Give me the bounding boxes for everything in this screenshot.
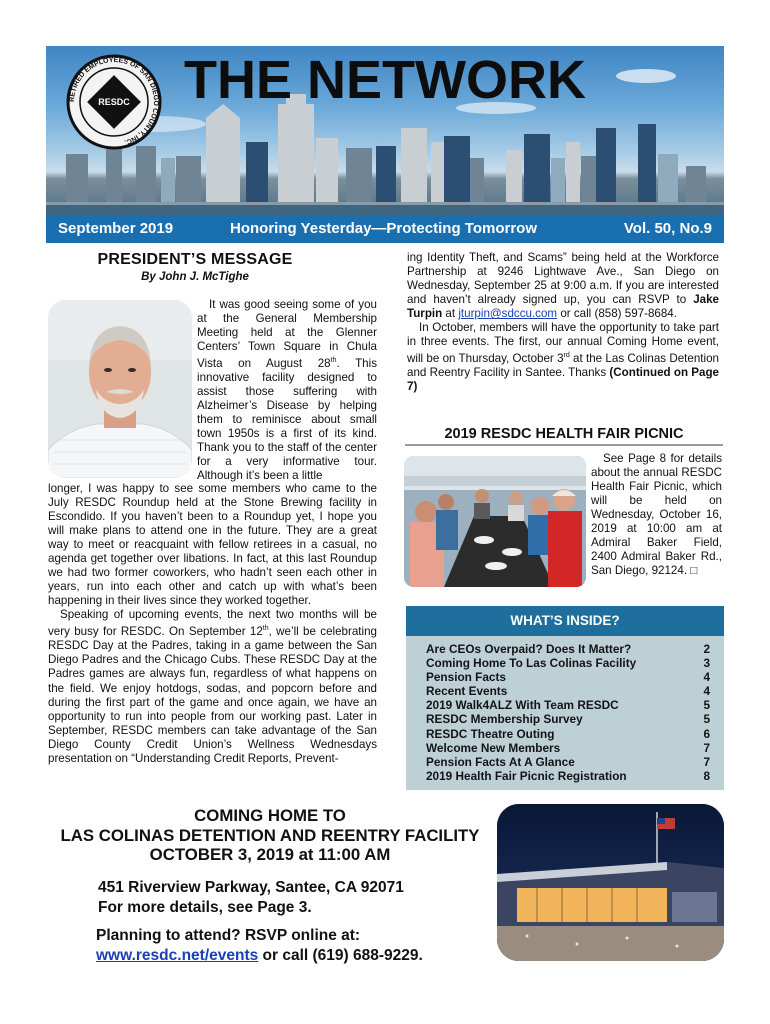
picnic-photo [404, 456, 586, 587]
president-photo [48, 300, 192, 478]
rsvp-info: Planning to attend? RSVP online at: www.resdc.net/events or call (619) 688-9229. [96, 927, 423, 964]
section-divider [405, 444, 723, 446]
toc-item[interactable]: 2019 Health Fair Picnic Registration 8 [426, 768, 710, 783]
date-banner [46, 216, 724, 243]
picnic-heading: 2019 RESDC HEALTH FAIR PICNIC [444, 426, 684, 442]
toc-item[interactable]: 2019 Walk4ALZ With Team RESDC 5 [426, 698, 710, 713]
whats-inside-box [406, 606, 724, 790]
toc-item[interactable]: Pension Facts 4 [426, 670, 710, 685]
toc-item[interactable]: RESDC Membership Survey 5 [426, 712, 710, 727]
svg-text:RESDC: RESDC [98, 97, 130, 107]
presidents-message-body: longer, I was happy to see some members who came to the July RESDC Roundup held at the Stone Brewing facility in Escondido. If you haven’t been to a Roundup yet, I hope you will make plans to attend one in the future. They are a great way to meet or reacquaint with fellow retirees in a casual, no agenda get together over libations. In fact, at this last Roundup we had two former coworkers, who hadn’t seen each other in years, run into each other and catch up with what’s been happening in their lives since they worked together. Speaking of upcoming events, the next two months will be very busy for RESDC. On September 12th, we’ll be celebrating RESDC Day at the Padres, taking in a game between the San Diego Padres and the Chicago Cubs. These RESDC Day at the Padres games are always fun, regardless of what happens on the field. We enjoy hotdogs, sodas, and popcorn before and during the first part of the game and once again, we have an opportunity to run into people from our working past. Later in September, RESDC members can take advantage of the San Diego County Credit Union’s Wellness Wednesdays presentation on “Understanding Credit Reports, Prevent- [48, 482, 377, 765]
toc-item[interactable]: RESDC Theatre Outing 6 [426, 726, 710, 741]
masthead [46, 46, 724, 216]
motto: Honoring Yesterday—Protecting Tomorrow [230, 220, 537, 237]
volume-number: Vol. 50, No.9 [623, 220, 712, 237]
table-of-contents [426, 642, 710, 783]
presidents-message-paragraph-1: It was good seeing some of you at the General Membership Meeting held at the Glenner Centers’ Town Square in Chula Vista on August 28th. This innovative facility designed to assist those suffering with Alzheimer’s Disease by helping them to reminisce about small town 1950s is a first of its kind. Thank you to the staff of the center for a very informative tour. Although it’s been a little [197, 298, 377, 483]
presidents-message-continued: ing Identity Theft, and Scams” being held at the Workforce Partnership at 9246 Lightwave Ave., San Diego on Wednesday, September 25 at 9:00 a.m. If you are interested and haven’t already signed up, you can RSVP to Jake Turpin at jturpin@sdccu.com or call (858) 597-8684. In October, members will have the opportunity to take part in three events. The first, our annual Coming Home event, will be on Thursday, October 3rd at the Las Colinas Detention and Reentry Facility in Santee. Thanks (Continued on Page 7) [407, 251, 720, 394]
rsvp-link[interactable]: www.resdc.net/events [96, 946, 259, 964]
svg-text:RETIRED EMPLOYEES OF SAN DIEGO: RETIRED EMPLOYEES OF SAN DIEGO COUNTY, INC. [68, 56, 160, 146]
facility-photo [497, 804, 724, 961]
toc-item[interactable]: Are CEOs Overpaid? Does It Matter? 2 [426, 642, 710, 656]
toc-item[interactable]: Welcome New Members 7 [426, 740, 710, 755]
toc-item[interactable]: Pension Facts At A Glance 7 [426, 754, 710, 769]
byline: By John J. McTighe [141, 271, 249, 283]
issue-date: September 2019 [58, 220, 174, 237]
event-address: 451 Riverview Parkway, Santee, CA 92071 For more details, see Page 3. [98, 879, 404, 916]
newsletter-title: THE NETWORK [184, 50, 586, 110]
resdc-seal-logo [64, 52, 164, 152]
event-heading: COMING HOME TO LAS COLINAS DETENTION AND REENTRY FACILITY OCTOBER 3, 2019 at 11:00 AM [60, 806, 480, 864]
continued-on-page: (Continued on Page 7) [407, 366, 720, 394]
whats-inside-heading: WHAT’S INSIDE? [406, 606, 724, 636]
toc-item[interactable]: Recent Events 4 [426, 684, 710, 699]
email-link[interactable]: jturpin@sdccu.com [458, 307, 558, 321]
picnic-details: See Page 8 for details about the annual RESDC Health Fair Picnic, which will be held on Wednesday, October 16, 2019 at 10:00 am at Admiral Baker Field, 2400 Admiral Baker Rd., San Diego, 92124. □ [591, 452, 722, 578]
presidents-message-heading: PRESIDENT’S MESSAGE [97, 251, 293, 268]
toc-item[interactable]: Coming Home To Las Colinas Facility 3 [426, 656, 710, 671]
